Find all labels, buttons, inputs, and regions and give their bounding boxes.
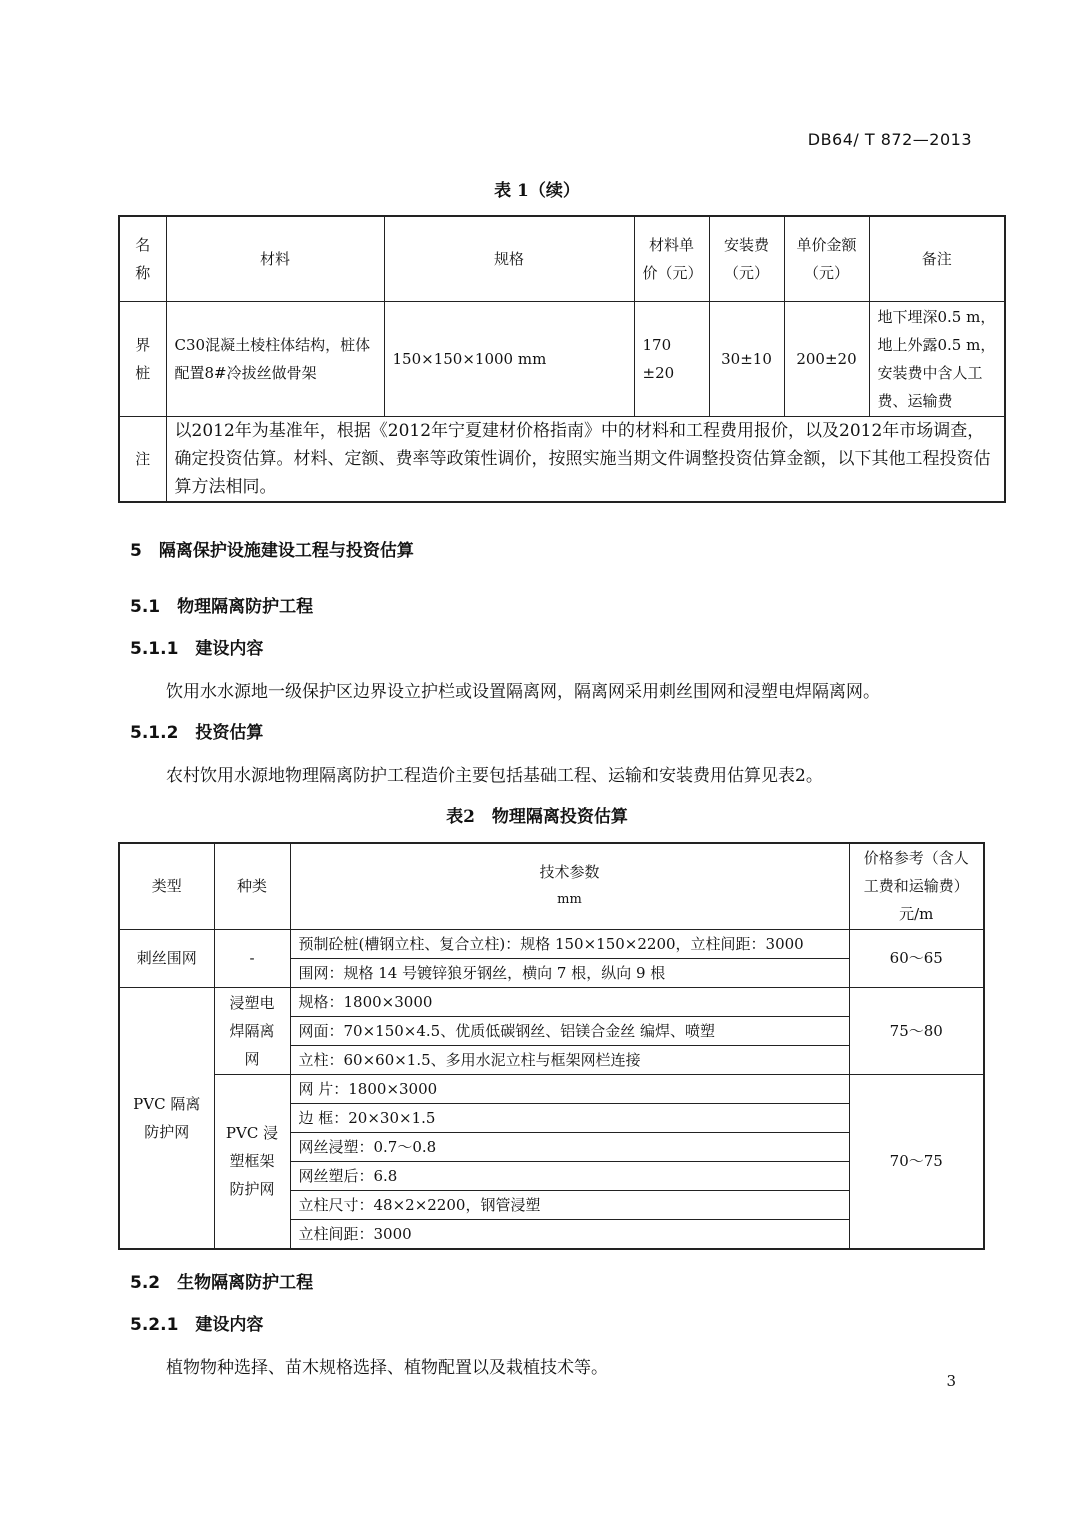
param-cell: 网 片：1800×3000 xyxy=(290,1074,849,1103)
section-5-2-1-title: 5.2.1 建设内容 xyxy=(130,1315,264,1335)
header-kind: 种类 xyxy=(214,843,290,929)
document-id: DB64/ T 872—2013 xyxy=(807,130,972,149)
table2-header-row xyxy=(119,843,984,929)
section-5-1-2-title: 5.1.2 投资估算 xyxy=(130,723,264,743)
param-cell: 立柱：60×60×1.5、多用水泥立柱与框架网栏连接 xyxy=(290,1045,849,1074)
note-text: 以2012年为基准年，根据《2012年宁夏建材价格指南》中的材料和工程费用报价，以及2012年市场调查，确定投资估算。材料、定额、费率等政策性调价，按照实施当期文件调整投资估算金额，以下其他工程投资估算方法相同。 xyxy=(166,416,1005,502)
param-cell: 网丝塑后：6.8 xyxy=(290,1161,849,1190)
section-5-1-title: 5.1 物理隔离防护工程 xyxy=(130,597,314,617)
frame-price: 70～75 xyxy=(849,1074,984,1249)
header-param-unit: mm xyxy=(557,892,582,908)
section-5-1-1-text: 饮用水水源地一级保护区边界设立护栏或设置隔离网，隔离网采用刺丝围网和浸塑电焊隔离网。 xyxy=(166,682,880,702)
table1-note-row xyxy=(119,416,1005,502)
table1-header-row xyxy=(119,216,1005,301)
table-row xyxy=(119,1074,984,1103)
note-label: 注 xyxy=(119,416,166,502)
header-cell: 单价金额（元） xyxy=(784,216,869,301)
barbed-type: 刺丝围网 xyxy=(119,929,214,987)
header-cell: 规格 xyxy=(384,216,634,301)
section-5-2-1-text: 植物物种选择、苗木规格选择、植物配置以及栽植技术等。 xyxy=(166,1358,608,1378)
header-cell: 材料 xyxy=(166,216,384,301)
row-install-fee: 30±10 xyxy=(709,301,784,416)
header-cell: 备注 xyxy=(869,216,1005,301)
header-type: 类型 xyxy=(119,843,214,929)
header-price: 价格参考（含人工费和运输费）元/m xyxy=(849,843,984,929)
header-param-label: 技术参数 xyxy=(539,863,600,882)
table-row xyxy=(119,301,1005,416)
welded-price: 75～80 xyxy=(849,987,984,1074)
section-5-title: 5 隔离保护设施建设工程与投资估算 xyxy=(130,541,414,561)
row-remark: 地下埋深0.5 m，地上外露0.5 m，安装费中含人工费、运输费 xyxy=(869,301,1005,416)
param-cell: 规格：1800×3000 xyxy=(290,987,849,1016)
barbed-kind: - xyxy=(214,929,290,987)
section-5-1-1-title: 5.1.1 建设内容 xyxy=(130,639,264,659)
table-row xyxy=(119,929,984,958)
table2-caption: 表2 物理隔离投资估算 xyxy=(446,807,628,827)
param-cell: 立柱尺寸：48×2×2200，钢管浸塑 xyxy=(290,1190,849,1219)
header-param xyxy=(290,843,849,929)
page-number: 3 xyxy=(946,1372,956,1390)
header-cell: 安装费（元） xyxy=(709,216,784,301)
section-5-1-2-text: 农村饮用水源地物理隔离防护工程造价主要包括基础工程、运输和安装费用估算见表2。 xyxy=(166,766,823,786)
frame-kind: PVC 浸塑框架防护网 xyxy=(214,1074,290,1249)
row-name: 界桩 xyxy=(119,301,166,416)
pvc-type: PVC 隔离防护网 xyxy=(119,987,214,1249)
param-cell: 边 框：20×30×1.5 xyxy=(290,1103,849,1132)
param-cell: 立柱间距：3000 xyxy=(290,1219,849,1249)
header-cell: 材料单价（元） xyxy=(634,216,709,301)
row-amount: 200±20 xyxy=(784,301,869,416)
section-5-2-title: 5.2 生物隔离防护工程 xyxy=(130,1273,314,1293)
row-spec: 150×150×1000 mm xyxy=(384,301,634,416)
table-row xyxy=(119,987,984,1016)
param-cell: 网丝浸塑：0.7～0.8 xyxy=(290,1132,849,1161)
table1-caption: 表 1（续） xyxy=(494,181,580,201)
row-material: C30混凝土棱柱体结构，桩体配置8#冷拔丝做骨架 xyxy=(166,301,384,416)
param-cell: 预制砼桩(槽钢立柱、复合立柱)：规格 150×150×2200，立柱间距：3000 xyxy=(290,929,849,958)
table1 xyxy=(118,215,1006,503)
param-cell: 网面：70×150×4.5、优质低碳钢丝、铝镁合金丝 编焊、喷塑 xyxy=(290,1016,849,1045)
row-unit-price: 170 ±20 xyxy=(634,301,709,416)
param-cell: 围网：规格 14 号镀锌狼牙钢丝，横向 7 根，纵向 9 根 xyxy=(290,958,849,987)
barbed-price: 60～65 xyxy=(849,929,984,987)
table2 xyxy=(118,842,985,1250)
welded-kind: 浸塑电焊隔离网 xyxy=(214,987,290,1074)
header-cell: 名称 xyxy=(119,216,166,301)
